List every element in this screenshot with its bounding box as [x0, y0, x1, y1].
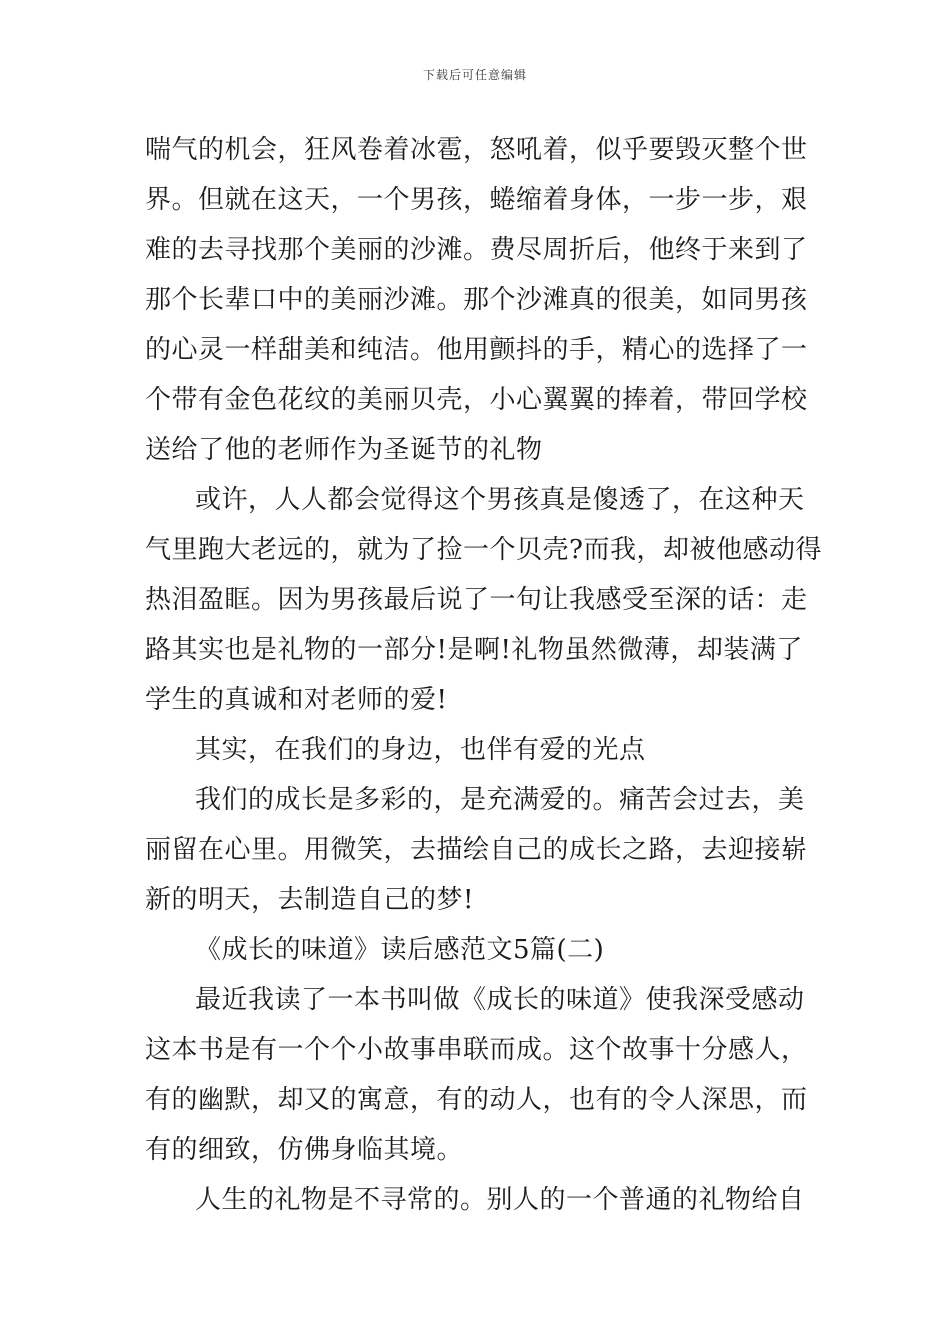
body-line: 丽留在心里。用微笑，去描绘自己的成长之路，去迎接崭 [145, 835, 808, 865]
body-line: 学生的真诚和对老师的爱! [145, 685, 448, 715]
body-line: 这本书是有一个个小故事串联而成。这个故事十分感人， [145, 1035, 808, 1065]
body-line: 新的明天，去制造自己的梦! [145, 885, 474, 915]
body-line: 热泪盈眶。因为男孩最后说了一句让我感受至深的话：走 [145, 585, 808, 615]
body-line: 有的细致，仿佛身临其境。 [145, 1135, 464, 1165]
body-line: 的心灵一样甜美和纯洁。他用颤抖的手，精心的选择了一 [145, 335, 808, 365]
section-heading: 《成长的味道》读后感范文5篇(二) [195, 935, 605, 965]
body-line: 喘气的机会，狂风卷着冰雹，怒吼着，似乎要毁灭整个世 [145, 135, 808, 165]
body-line: 个带有金色花纹的美丽贝壳，小心翼翼的捧着，带回学校 [145, 385, 808, 415]
body-line: 那个长辈口中的美丽沙滩。那个沙滩真的很美，如同男孩 [145, 285, 808, 315]
body-line: 最近我读了一本书叫做《成长的味道》使我深受感动 [195, 985, 805, 1015]
body-line: 我们的成长是多彩的，是充满爱的。痛苦会过去，美 [195, 785, 805, 815]
body-line: 有的幽默，却又的寓意，有的动人，也有的令人深思，而 [145, 1085, 808, 1115]
body-line: 路其实也是礼物的一部分!是啊!礼物虽然微薄，却装满了 [145, 635, 803, 665]
page-header: 下载后可任意编辑 [422, 68, 527, 82]
body-line: 其实，在我们的身边，也伴有爱的光点 [195, 735, 646, 765]
body-line: 气里跑大老远的，就为了捡一个贝壳?而我，却被他感动得 [145, 535, 822, 565]
body-line: 或许，人人都会觉得这个男孩真是傻透了，在这种天 [195, 485, 805, 515]
body-line: 送给了他的老师作为圣诞节的礼物 [145, 435, 543, 465]
body-line: 难的去寻找那个美丽的沙滩。费尽周折后，他终于来到了 [145, 235, 808, 265]
body-line: 人生的礼物是不寻常的。别人的一个普通的礼物给自 [195, 1185, 805, 1215]
body-line: 界。但就在这天，一个男孩，蜷缩着身体，一步一步，艰 [145, 185, 808, 215]
